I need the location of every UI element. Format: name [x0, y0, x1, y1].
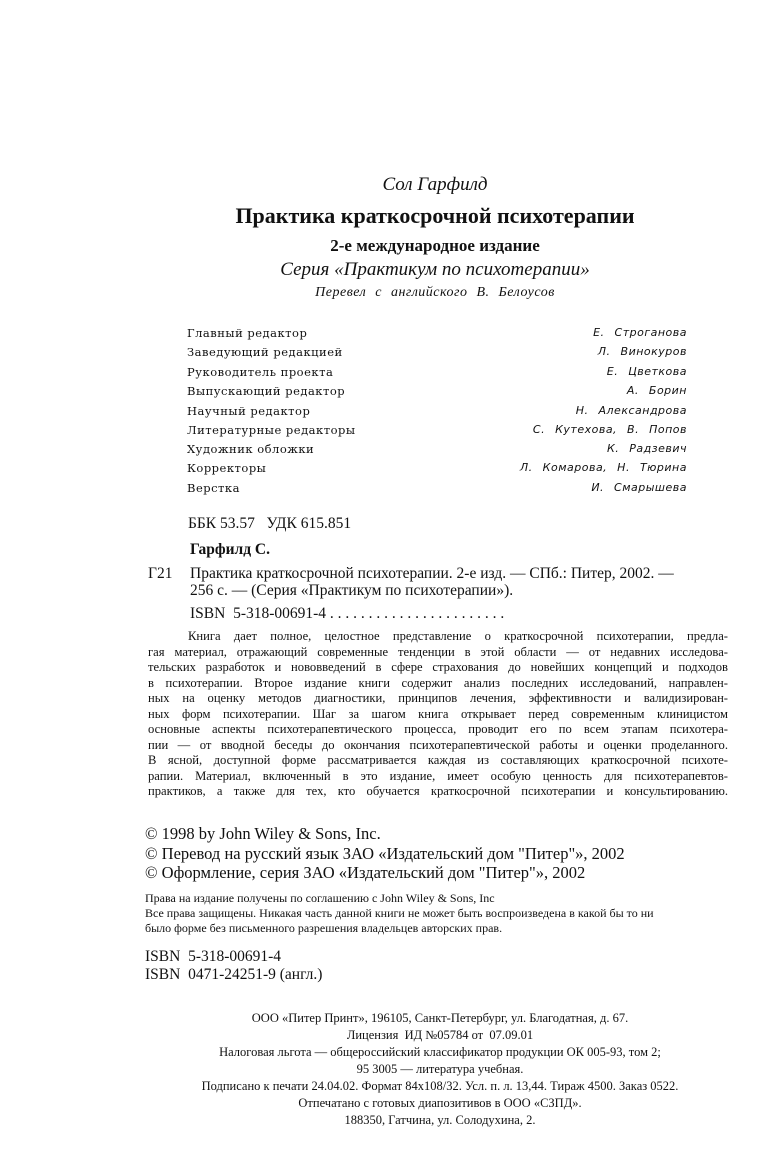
- abstract-line: гая материал, отражающий современные тенденции в этой области — от недавних исследова-: [148, 645, 728, 659]
- translator: Перевел с английского В. Белоусов: [315, 285, 555, 300]
- imprint-line: Налоговая льгота — общероссийский классификатор продукции ОК 005-93, том 2;: [219, 1045, 661, 1059]
- abstract-line: в психотерапии. Второе издание книги содержит анализ последних исследований, направлен-: [148, 676, 728, 690]
- abstract-line: рапии. Материал, включенный в это издание, имеет особую ценность для психотерапевтов-: [148, 769, 728, 783]
- catalog-code: Г21: [148, 565, 173, 582]
- staff-name: Л. Винокуров: [597, 345, 687, 358]
- staff-name: С. Кутехова, В. Попов: [532, 423, 687, 436]
- staff-role: Главный редактор: [187, 326, 308, 340]
- catalog-line-1: Практика краткосрочной психотерапии. 2-е изд. — СПб.: Питер, 2002. —: [190, 565, 674, 582]
- staff-row: [187, 384, 687, 400]
- imprint-line: 188350, Гатчина, ул. Солодухина, 2.: [344, 1113, 536, 1127]
- staff-role: Руководитель проекта: [187, 365, 334, 379]
- staff-role: Художник обложки: [187, 442, 315, 456]
- abstract-line: тельских разработок и нововведений в сфере страхования до новейших концепций и подходов: [148, 660, 728, 674]
- abstract-line: пии — от вводной беседы до окончания психотерапевтической работы и оценки проделанного.: [148, 738, 728, 752]
- staff-name: А. Борин: [626, 384, 687, 397]
- catalog-line-2: 256 с. — (Серия «Практикум по психотерапии»).: [190, 582, 514, 599]
- isbn-russian: ISBN 5-318-00691-4: [145, 948, 282, 965]
- staff-row: [187, 345, 687, 361]
- isbn-english: ISBN 0471-24251-9 (англ.): [145, 966, 323, 983]
- staff-row: [187, 404, 687, 420]
- staff-role: Верстка: [187, 481, 240, 495]
- rights-line: Права на издание получены по соглашению с John Wiley & Sons, Inc: [145, 891, 495, 905]
- abstract-line: практиков, а также для тех, кто обучается краткосрочной психотерапии и консультированию.: [148, 784, 728, 798]
- abstract-line: ных на оценку методов диагностики, принципов лечения, эффективности и валидизирован-: [148, 691, 728, 705]
- staff-name: И. Смарышева: [591, 481, 687, 494]
- staff-row: [187, 481, 687, 497]
- abstract-line: В ясной, доступной форме рассматривается каждая из составляющих краткосрочной психоте-: [148, 753, 728, 767]
- author-name: Сол Гарфилд: [382, 174, 488, 195]
- book-title: Практика краткосрочной психотерапии: [235, 203, 635, 228]
- staff-row: [187, 423, 687, 439]
- catalog-author: Гарфилд С.: [190, 541, 271, 558]
- staff-name: К. Радзевич: [606, 442, 687, 455]
- staff-row: [187, 442, 687, 458]
- staff-name: Н. Александрова: [575, 404, 687, 417]
- imprint-line: ООО «Питер Принт», 196105, Санкт-Петербург, ул. Благодатная, д. 67.: [251, 1011, 629, 1025]
- staff-role: Выпускающий редактор: [187, 384, 346, 398]
- staff-role: Научный редактор: [187, 404, 311, 418]
- staff-name: Л. Комарова, Н. Тюрина: [519, 461, 687, 474]
- staff-name: Е. Цветкова: [606, 365, 687, 378]
- staff-role: Литературные редакторы: [187, 423, 356, 437]
- copyright-line: © 1998 by John Wiley & Sons, Inc.: [145, 824, 381, 843]
- abstract-line: ных форм психотерапии. Шаг за шагом книга открывает перед современным клиницистом: [148, 707, 728, 721]
- classification-codes: ББК 53.57 УДК 615.851: [188, 515, 352, 532]
- staff-row: [187, 326, 687, 342]
- staff-role: Заведующий редакцией: [187, 345, 343, 359]
- imprint-line: 95 3005 — литература учебная.: [356, 1062, 524, 1076]
- imprint-line: Лицензия ИД №05784 от 07.09.01: [346, 1028, 534, 1042]
- series: Серия «Практикум по психотерапии»: [280, 259, 590, 280]
- imprint-line: Подписано к печати 24.04.02. Формат 84х108/32. Усл. п. л. 13,44. Тираж 4500. Заказ 0522.: [201, 1079, 679, 1093]
- copyright-line: © Перевод на русский язык ЗАО «Издательский дом "Питер"», 2002: [145, 844, 625, 863]
- staff-row: [187, 365, 687, 381]
- catalog-isbn: ISBN 5-318-00691-4 . . . . . . . . . . . . . . . . . . . . . . .: [190, 605, 505, 622]
- abstract-line: основные аспекты психотерапевтического процесса, проводит его по всем этапам психотера-: [148, 722, 728, 736]
- staff-role: Корректоры: [187, 461, 267, 475]
- abstract-line: Книга дает полное, целостное представление о краткосрочной психотерапии, предла-: [188, 629, 728, 643]
- imprint-line: Отпечатано с готовых диапозитивов в ООО «СЗПД».: [298, 1096, 582, 1110]
- rights-line: Все права защищены. Никакая часть данной книги не может быть воспроизведена в какой бы то ни: [145, 906, 654, 920]
- staff-name: Е. Строганова: [593, 326, 687, 339]
- rights-line: было форме без письменного разрешения владельцев авторских прав.: [145, 921, 503, 935]
- staff-row: [187, 461, 687, 477]
- edition: 2-е международное издание: [330, 236, 540, 255]
- copyright-line: © Оформление, серия ЗАО «Издательский дом "Питер"», 2002: [145, 863, 586, 882]
